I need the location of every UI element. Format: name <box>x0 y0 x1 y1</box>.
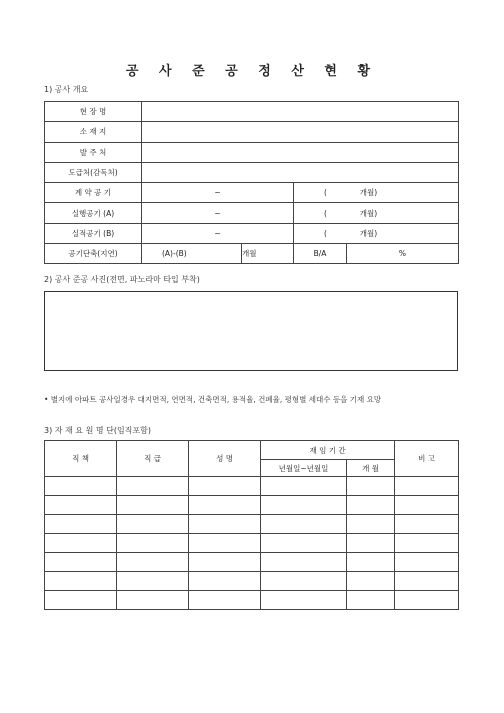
cell[interactable] <box>395 515 459 534</box>
client-value[interactable] <box>142 142 459 162</box>
cell[interactable] <box>347 534 395 553</box>
cell[interactable] <box>117 591 189 610</box>
photo-box[interactable] <box>44 291 458 371</box>
cell[interactable] <box>189 496 261 515</box>
cell[interactable] <box>395 477 459 496</box>
header-rank: 직 급 <box>117 441 189 477</box>
contract-period-dash[interactable]: ~ <box>142 183 294 203</box>
exec-period-dash[interactable]: ~ <box>142 203 294 223</box>
cell[interactable] <box>45 534 117 553</box>
cell[interactable] <box>45 477 117 496</box>
cell[interactable] <box>261 553 347 572</box>
label-site-name: 현 장 명 <box>45 102 142 122</box>
label-client: 발 주 처 <box>45 142 142 162</box>
paren-open: ( <box>324 208 327 218</box>
staff-table <box>44 440 459 610</box>
cell[interactable] <box>117 553 189 572</box>
cell[interactable] <box>261 496 347 515</box>
cell[interactable] <box>395 496 459 515</box>
cell[interactable] <box>347 591 395 610</box>
cell[interactable] <box>261 591 347 610</box>
actual-period-dash[interactable]: ~ <box>142 223 294 243</box>
cell[interactable] <box>117 534 189 553</box>
table-row <box>45 496 459 515</box>
cell[interactable] <box>45 496 117 515</box>
label-exec-period: 실행공기 (A) <box>45 203 142 223</box>
cell[interactable] <box>45 515 117 534</box>
note-text: • 별지에 아파트 공사일경우 대지면적, 연면적, 건축면적, 용적율, 건폐율, 평형별 세대수 등을 기재 요망 <box>44 395 382 404</box>
shorten-ratio: B/A <box>294 244 347 264</box>
cell[interactable] <box>395 534 459 553</box>
table-row <box>45 591 459 610</box>
cell[interactable] <box>189 572 261 591</box>
table-row <box>45 515 459 534</box>
cell[interactable] <box>189 534 261 553</box>
section2-label: 2) 공사 준공 사진(전면, 파노라마 타입 부착) <box>44 275 200 284</box>
months-unit: 개월) <box>359 188 378 198</box>
paren-open: ( <box>324 228 327 238</box>
shorten-unit: 개월 <box>242 244 294 264</box>
shorten-formula-cell[interactable] <box>142 244 242 264</box>
section3-label: 3) 자 재 요 원 명 단(임직포함) <box>44 426 151 435</box>
label-location: 소 재 지 <box>45 122 142 142</box>
table-row <box>45 534 459 553</box>
cell[interactable] <box>395 572 459 591</box>
cell[interactable] <box>45 553 117 572</box>
cell[interactable] <box>261 477 347 496</box>
label-actual-period: 실적공기 (B) <box>45 223 142 243</box>
cell[interactable] <box>347 477 395 496</box>
paren-open: ( <box>324 188 327 198</box>
months-unit: 개월) <box>359 208 378 218</box>
cell[interactable] <box>189 515 261 534</box>
cell[interactable] <box>189 553 261 572</box>
cell[interactable] <box>395 553 459 572</box>
label-contractor: 도급처(감독처) <box>45 162 142 182</box>
label-shorten: 공기단축(지연) <box>45 244 142 264</box>
cell[interactable] <box>395 591 459 610</box>
cell[interactable] <box>45 572 117 591</box>
header-remarks: 비 고 <box>395 441 459 477</box>
cell[interactable] <box>347 553 395 572</box>
cell[interactable] <box>261 572 347 591</box>
exec-period-months[interactable] <box>294 203 459 223</box>
months-unit: 개월) <box>359 228 378 238</box>
table-row <box>45 572 459 591</box>
cell[interactable] <box>347 572 395 591</box>
section1-label: 1) 공사 개요 <box>44 85 89 94</box>
site-name-value[interactable] <box>142 102 459 122</box>
cell[interactable] <box>117 496 189 515</box>
table-row <box>45 477 459 496</box>
overview-table <box>44 101 459 264</box>
label-contract-period: 계 약 공 기 <box>45 183 142 203</box>
cell[interactable] <box>347 515 395 534</box>
header-period: 재 임 기 간 <box>261 441 395 460</box>
cell[interactable] <box>347 496 395 515</box>
header-name: 성 명 <box>189 441 261 477</box>
cell[interactable] <box>117 515 189 534</box>
cell[interactable] <box>261 515 347 534</box>
shorten-pct[interactable]: % <box>347 244 459 264</box>
cell[interactable] <box>261 534 347 553</box>
contractor-value[interactable] <box>142 162 459 182</box>
table-row <box>45 553 459 572</box>
header-months: 개 월 <box>347 460 395 477</box>
header-duty: 직 책 <box>45 441 117 477</box>
page-title: 공 사 준 공 정 산 현 황 <box>125 64 379 79</box>
header-date-range: 년월일~년월일 <box>261 460 347 477</box>
contract-period-months[interactable] <box>294 183 459 203</box>
cell[interactable] <box>45 591 117 610</box>
cell[interactable] <box>117 477 189 496</box>
actual-period-months[interactable] <box>294 223 459 243</box>
location-value[interactable] <box>142 122 459 142</box>
cell[interactable] <box>189 591 261 610</box>
shorten-formula: (A)-(B) <box>162 249 187 259</box>
cell[interactable] <box>189 477 261 496</box>
cell[interactable] <box>117 572 189 591</box>
